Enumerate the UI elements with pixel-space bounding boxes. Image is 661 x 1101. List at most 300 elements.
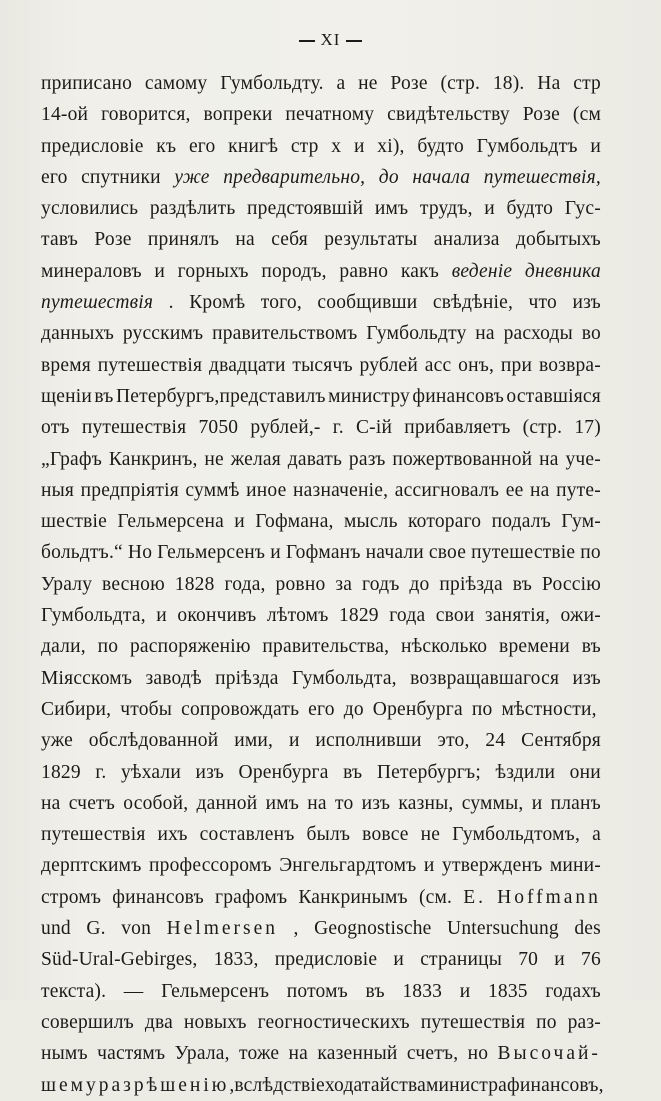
text-line bbox=[41, 256, 601, 287]
word: 18). bbox=[492, 73, 525, 94]
word: анализа bbox=[433, 229, 500, 251]
word: 14-ой bbox=[41, 104, 89, 126]
word: предпріятія bbox=[80, 479, 179, 501]
word: на bbox=[235, 229, 255, 251]
word: G. bbox=[86, 918, 106, 940]
word: Гум- bbox=[561, 511, 601, 533]
word: министру bbox=[328, 385, 410, 407]
text-line bbox=[41, 224, 601, 255]
word: Hoffmann bbox=[497, 886, 601, 908]
word: возвра- bbox=[538, 354, 601, 376]
word: спутники bbox=[81, 166, 161, 188]
word: ассигновалъ bbox=[394, 479, 500, 501]
text-line bbox=[41, 569, 601, 600]
text-line bbox=[41, 99, 601, 130]
word: какъ bbox=[400, 260, 440, 282]
word: Высочай- bbox=[497, 1043, 601, 1065]
word: книгѣ bbox=[228, 135, 279, 157]
word: годахъ bbox=[545, 980, 601, 1002]
word: а bbox=[336, 73, 346, 94]
word: будто bbox=[417, 135, 464, 157]
word: годъ bbox=[361, 573, 400, 595]
word: и bbox=[484, 198, 495, 220]
header-dash-left bbox=[299, 40, 315, 42]
text-line bbox=[41, 506, 601, 537]
word: Оренбурга bbox=[238, 761, 329, 783]
word: На bbox=[537, 73, 561, 94]
word: желая bbox=[230, 448, 281, 470]
word: С-ій bbox=[355, 417, 393, 439]
word: уже bbox=[41, 730, 73, 752]
word: и bbox=[531, 792, 543, 814]
word: стр bbox=[573, 73, 601, 94]
word: равно bbox=[339, 260, 389, 282]
word: профессоромъ bbox=[148, 855, 272, 877]
page-body-text bbox=[41, 68, 604, 1101]
word: правительства, bbox=[262, 636, 390, 658]
word: 1829 bbox=[41, 761, 81, 783]
word: счетъ, bbox=[406, 1043, 459, 1065]
word: путешествія bbox=[81, 417, 187, 439]
word: 1828 bbox=[174, 573, 215, 595]
text-line bbox=[41, 131, 601, 162]
word: шему bbox=[41, 1074, 99, 1096]
word: Оренбурга bbox=[372, 698, 463, 720]
word: условились bbox=[41, 198, 139, 220]
word: Розе bbox=[94, 229, 132, 251]
text-line bbox=[41, 475, 601, 506]
word: Гельмерсена bbox=[117, 511, 224, 533]
word: окончивъ bbox=[177, 605, 257, 627]
word: по bbox=[471, 698, 493, 720]
word: свои bbox=[435, 605, 475, 627]
word: 1833 bbox=[402, 980, 443, 1002]
word: былъ bbox=[306, 824, 351, 846]
word: путешествія bbox=[41, 824, 146, 846]
word: въ bbox=[512, 573, 532, 595]
word: данной bbox=[196, 792, 258, 814]
word: прибавляетъ bbox=[404, 417, 511, 439]
word: дали, bbox=[41, 636, 86, 658]
word: но bbox=[467, 1043, 489, 1065]
word: его bbox=[188, 135, 216, 157]
page-header bbox=[0, 30, 661, 50]
word: въ bbox=[365, 980, 385, 1002]
word: и bbox=[393, 949, 405, 971]
word: (см bbox=[572, 104, 601, 126]
word: чтобы bbox=[120, 698, 173, 720]
word: Süd-Ural-Gebirges, bbox=[41, 949, 198, 971]
word: xi), bbox=[377, 135, 405, 157]
word: къ bbox=[156, 135, 177, 157]
word: правительствомъ bbox=[212, 323, 358, 345]
word: Гофмана, bbox=[255, 511, 334, 533]
page-number: XI bbox=[320, 30, 341, 49]
word: вслѣдствіе bbox=[234, 1074, 325, 1096]
word: ровно bbox=[275, 573, 326, 595]
word: не bbox=[204, 448, 224, 470]
word: казны, bbox=[398, 792, 454, 814]
word: потомъ bbox=[286, 980, 348, 1002]
word: казенный bbox=[317, 1043, 398, 1065]
text-line bbox=[41, 757, 601, 788]
word: говорится, bbox=[101, 104, 191, 126]
word: Петербургъ,представилъ bbox=[115, 385, 326, 407]
word: щеніи bbox=[41, 385, 92, 407]
word: то bbox=[335, 792, 354, 814]
word: принялъ bbox=[147, 229, 220, 251]
word: мысль bbox=[343, 511, 398, 533]
word: до bbox=[378, 166, 399, 188]
word: , bbox=[293, 918, 299, 940]
word: до bbox=[409, 573, 430, 595]
word: Россію bbox=[541, 573, 601, 595]
word: путешествія, bbox=[483, 166, 601, 188]
word: Гофманъ bbox=[285, 542, 361, 564]
text-line bbox=[41, 1038, 601, 1069]
word: утвержденъ bbox=[442, 855, 543, 877]
word: и bbox=[288, 730, 300, 752]
word: котораго bbox=[407, 511, 482, 533]
word: рублей,- bbox=[250, 417, 321, 439]
word: , bbox=[229, 1074, 235, 1096]
header-dash-right bbox=[346, 40, 362, 42]
word: расходы bbox=[503, 323, 573, 345]
word: тавъ bbox=[41, 229, 79, 251]
word: пріѣзда bbox=[215, 667, 279, 689]
word: ими, bbox=[234, 730, 274, 752]
word: геогностическихъ bbox=[257, 1011, 410, 1033]
word: финансовъ, bbox=[507, 1074, 604, 1096]
word: не bbox=[358, 73, 378, 94]
word: ходатайства bbox=[324, 1074, 426, 1096]
word: составленъ bbox=[199, 824, 295, 846]
word: двадцати bbox=[209, 354, 286, 376]
word: что bbox=[528, 292, 557, 314]
word: Гумбольдту bbox=[366, 323, 467, 345]
word: г. bbox=[332, 417, 344, 439]
word: предварительно, bbox=[223, 166, 366, 188]
word: предисловіе bbox=[274, 949, 378, 971]
word: ожи- bbox=[560, 605, 601, 627]
word: des bbox=[574, 918, 601, 940]
word: и bbox=[154, 260, 166, 282]
word: стр bbox=[290, 135, 319, 157]
word: Geognostische bbox=[314, 918, 432, 940]
word: Канкринъ, bbox=[108, 448, 198, 470]
word: министра bbox=[425, 1074, 508, 1096]
word: по bbox=[580, 542, 601, 564]
word: Untersuchung bbox=[447, 918, 559, 940]
text-line bbox=[41, 193, 601, 224]
word: x bbox=[331, 135, 342, 157]
word: заводѣ bbox=[145, 667, 202, 689]
text-line bbox=[41, 537, 601, 568]
word: и bbox=[423, 855, 435, 877]
word: 1829 bbox=[338, 605, 379, 627]
word: и bbox=[590, 135, 601, 157]
word: на bbox=[307, 792, 327, 814]
word: свидѣтельству bbox=[387, 104, 510, 126]
word: 70 bbox=[518, 949, 539, 971]
word: это, bbox=[437, 730, 470, 752]
word: мѣстности, bbox=[501, 698, 597, 720]
word: (см. bbox=[418, 886, 453, 908]
word: ѣздили bbox=[495, 761, 556, 783]
word: Розе bbox=[522, 104, 560, 126]
word: und bbox=[41, 918, 71, 940]
word: Сентября bbox=[521, 730, 601, 752]
word: приписано bbox=[41, 73, 133, 94]
word: онъ, bbox=[458, 354, 495, 376]
word: суммы, bbox=[461, 792, 524, 814]
word: уче- bbox=[565, 448, 601, 470]
text-line bbox=[41, 350, 601, 381]
word: Гельмерсенъ bbox=[161, 980, 270, 1002]
word: пожертвованной bbox=[392, 448, 533, 470]
word: Гумбольдта, bbox=[41, 605, 146, 627]
word: сообщивши bbox=[317, 292, 418, 314]
word: на bbox=[475, 323, 495, 345]
text-line bbox=[41, 882, 601, 913]
text-line bbox=[41, 819, 601, 850]
word: при bbox=[500, 354, 533, 376]
word: начали bbox=[365, 542, 424, 564]
word: разъ bbox=[348, 448, 386, 470]
word: графомъ bbox=[215, 886, 288, 908]
word: Но bbox=[127, 542, 153, 564]
word: и bbox=[459, 980, 471, 1002]
word: его bbox=[308, 698, 335, 720]
word: себя bbox=[271, 229, 308, 251]
text-line bbox=[41, 600, 601, 631]
word: во bbox=[581, 323, 601, 345]
text-line bbox=[41, 287, 601, 318]
word: давать bbox=[287, 448, 343, 470]
word: 76 bbox=[581, 949, 601, 971]
text-line bbox=[41, 976, 601, 1007]
text-line bbox=[41, 913, 601, 944]
word: имъ bbox=[374, 198, 409, 220]
word: Канкринымъ bbox=[298, 886, 408, 908]
word: обслѣдованной bbox=[88, 730, 219, 752]
word: изъ bbox=[572, 667, 601, 689]
word: два bbox=[144, 1011, 173, 1033]
text-line bbox=[41, 444, 601, 475]
word: предисловіе bbox=[41, 135, 144, 157]
word: горныхъ bbox=[177, 260, 249, 282]
word: рублей bbox=[359, 354, 418, 376]
word: его bbox=[41, 166, 68, 188]
word: (стр. bbox=[440, 73, 481, 94]
word: свѣдѣніе, bbox=[432, 292, 514, 314]
word: — bbox=[123, 980, 144, 1002]
word: начала bbox=[412, 166, 471, 188]
word: года, bbox=[224, 573, 266, 595]
word: и bbox=[554, 949, 565, 971]
word: Міясскомъ bbox=[41, 667, 133, 689]
word: дерптскимъ bbox=[41, 855, 142, 877]
word: суммѣ bbox=[185, 479, 240, 501]
word: изъ bbox=[195, 761, 225, 783]
word: 1833, bbox=[213, 949, 259, 971]
word: занятія, bbox=[484, 605, 551, 627]
word: больдтъ.“ bbox=[41, 542, 123, 564]
word: свое bbox=[428, 542, 467, 564]
word: въ bbox=[343, 761, 363, 783]
word: страницы bbox=[420, 949, 503, 971]
word: дневника bbox=[524, 260, 601, 282]
word: путешествія bbox=[41, 292, 154, 314]
word: породъ, bbox=[261, 260, 327, 282]
word: лѣтомъ bbox=[266, 605, 329, 627]
word: и bbox=[156, 605, 167, 627]
word: возвращавшагося bbox=[410, 667, 560, 689]
word: путешествія bbox=[420, 1011, 526, 1033]
word: и bbox=[234, 511, 245, 533]
word: время bbox=[41, 354, 91, 376]
word: нѣсколько bbox=[400, 636, 488, 658]
text-line bbox=[41, 1007, 601, 1038]
word: оставшіяся bbox=[506, 385, 601, 407]
word: счетъ bbox=[68, 792, 116, 814]
word: данныхъ bbox=[41, 323, 115, 345]
word: и bbox=[353, 135, 365, 157]
text-line bbox=[41, 68, 601, 99]
word: распоряженію bbox=[129, 636, 251, 658]
text-line bbox=[41, 850, 601, 881]
word: Гумбольдтомъ, bbox=[452, 824, 581, 846]
word: Энгельгардтомъ bbox=[279, 855, 417, 877]
word: шествіе bbox=[41, 511, 108, 533]
word: финансовъ bbox=[112, 886, 204, 908]
word: (стр. bbox=[522, 417, 563, 439]
word: Розе bbox=[390, 73, 428, 94]
word: они bbox=[569, 761, 601, 783]
word: предстоявшій bbox=[247, 198, 364, 220]
word: раз- bbox=[567, 1011, 601, 1033]
text-line bbox=[41, 788, 601, 819]
word: подалъ bbox=[491, 511, 551, 533]
word: Урала, bbox=[174, 1043, 230, 1065]
word: путешествія bbox=[97, 354, 203, 376]
word: трудъ, bbox=[419, 198, 473, 220]
word: отъ bbox=[41, 417, 70, 439]
word: финансовъ bbox=[412, 385, 504, 407]
word: нымъ bbox=[41, 1043, 88, 1065]
word: Сибири, bbox=[41, 698, 112, 720]
text-line bbox=[41, 318, 601, 349]
text-line bbox=[41, 725, 601, 756]
word: разрѣшенію bbox=[98, 1074, 230, 1096]
word: русскимъ bbox=[122, 323, 204, 345]
word: будто bbox=[506, 198, 554, 220]
word: текста). bbox=[41, 980, 107, 1002]
text-line bbox=[41, 162, 601, 193]
word: г. bbox=[95, 761, 107, 783]
text-line bbox=[41, 663, 601, 694]
word: не bbox=[420, 824, 441, 846]
word: уѣхали bbox=[120, 761, 181, 783]
word: мини- bbox=[549, 855, 601, 877]
word: изъ bbox=[572, 292, 601, 314]
word: иное bbox=[246, 479, 287, 501]
text-line bbox=[41, 1070, 604, 1101]
word: до bbox=[343, 698, 364, 720]
word: частямъ bbox=[97, 1043, 166, 1065]
word: по bbox=[97, 636, 119, 658]
word: Helmersen bbox=[166, 918, 279, 940]
word: E. bbox=[463, 886, 487, 908]
word: весною bbox=[102, 573, 165, 595]
word: „Графъ bbox=[41, 448, 103, 470]
word: планъ bbox=[550, 792, 601, 814]
word: Петербургъ; bbox=[376, 761, 481, 783]
word: вопреки bbox=[203, 104, 273, 126]
word: ее bbox=[505, 479, 524, 501]
word: за bbox=[335, 573, 353, 595]
word: минераловъ bbox=[41, 260, 142, 282]
word: . bbox=[168, 292, 174, 314]
word: и bbox=[270, 542, 281, 564]
word: на bbox=[539, 448, 559, 470]
text-line bbox=[41, 944, 601, 975]
word: путешествіе bbox=[471, 542, 576, 564]
text-line bbox=[41, 381, 601, 412]
word: Гус- bbox=[564, 198, 601, 220]
word: назначеніе, bbox=[293, 479, 389, 501]
word: стромъ bbox=[41, 886, 102, 908]
word: особой, bbox=[123, 792, 189, 814]
word: исполнивши bbox=[315, 730, 422, 752]
word: вовсе bbox=[362, 824, 409, 846]
word: 17) bbox=[574, 417, 601, 439]
word: уже bbox=[174, 166, 210, 188]
word: на bbox=[288, 1043, 309, 1065]
word: асс bbox=[424, 354, 452, 376]
word: тоже bbox=[239, 1043, 280, 1065]
word: результаты bbox=[324, 229, 418, 251]
word: пріѣзда bbox=[439, 573, 503, 595]
word: совершилъ bbox=[41, 1011, 134, 1033]
word: изъ bbox=[361, 792, 391, 814]
word: имъ bbox=[265, 792, 300, 814]
word: ихъ bbox=[157, 824, 188, 846]
text-line bbox=[41, 694, 601, 725]
word: ныя bbox=[41, 479, 75, 501]
word: на bbox=[530, 479, 550, 501]
word: самому bbox=[144, 73, 208, 94]
word: Гумбольдта, bbox=[291, 667, 397, 689]
word: von bbox=[121, 918, 152, 940]
word: того, bbox=[260, 292, 302, 314]
word: Гельмерсенъ bbox=[157, 542, 266, 564]
word: Гумбольдту. bbox=[220, 73, 324, 94]
word: года bbox=[389, 605, 426, 627]
word: 7050 bbox=[198, 417, 239, 439]
word: раздѣлить bbox=[149, 198, 236, 220]
word: 1835 bbox=[487, 980, 528, 1002]
text-line bbox=[41, 631, 601, 662]
word: Уралу bbox=[41, 573, 93, 595]
word: въ bbox=[94, 385, 114, 407]
word: времени bbox=[499, 636, 570, 658]
word: веденіе bbox=[451, 260, 513, 282]
word: сопровождать bbox=[181, 698, 300, 720]
word: путе- bbox=[556, 479, 601, 501]
word: по bbox=[536, 1011, 557, 1033]
word: Кромѣ bbox=[189, 292, 246, 314]
